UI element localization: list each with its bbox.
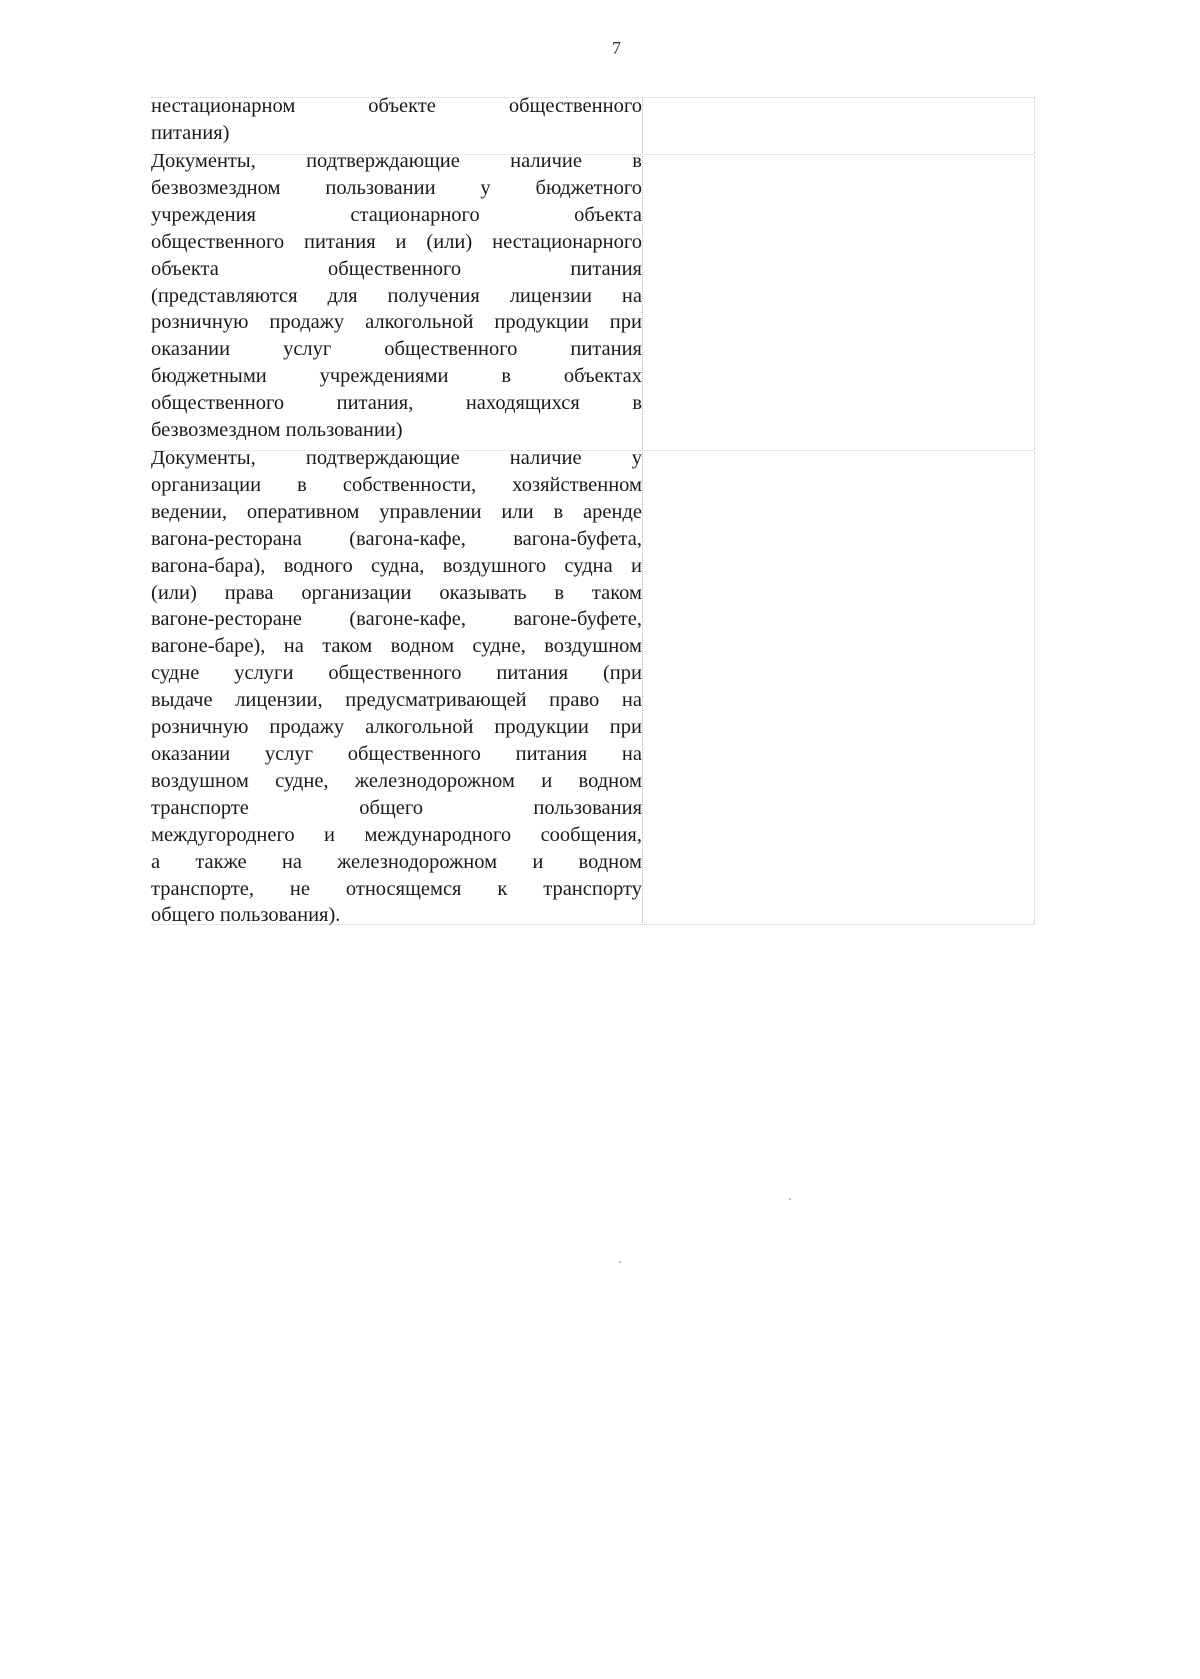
text-line: общего пользования). xyxy=(151,904,341,927)
text-line: безвозмездном пользовании) xyxy=(151,419,403,442)
document-table xyxy=(151,97,1035,925)
text-line: вагоне-баре), на таком водном судне, воздушном xyxy=(151,635,642,658)
text-line: выдаче лицензии, предусматривающей право на xyxy=(151,689,642,712)
text-line: общественного питания и (или) нестационарного xyxy=(151,230,642,253)
table-row xyxy=(151,148,642,444)
text-line: Документы, подтверждающие наличие в xyxy=(151,150,642,172)
scan-speck xyxy=(789,1198,791,1200)
text-line: междугороднего и международного сообщения, xyxy=(151,823,642,846)
page-number: 7 xyxy=(612,38,621,58)
text-line: учреждения стационарного объекта xyxy=(151,203,642,226)
text-line: оказании услуг общественного питания на xyxy=(151,742,642,765)
text-line: (представляются для получения лицензии на xyxy=(151,284,642,307)
text-line: бюджетными учреждениями в объектах xyxy=(151,365,642,388)
text-line: воздушном судне, железнодорожном и водном xyxy=(151,769,642,792)
text-line: вагона-ресторана (вагона-кафе, вагона-буфета, xyxy=(151,527,642,550)
text-line: вагоне-ресторане (вагоне-кафе, вагоне-буфете, xyxy=(151,608,642,631)
text-line: а также на железнодорожном и водном xyxy=(151,850,642,873)
text-line: вагона-бара), водного судна, воздушного судна и xyxy=(151,554,642,577)
text-line: нестационарном объекте общественного xyxy=(151,95,642,117)
scan-speck xyxy=(619,1261,621,1263)
text-line: объекта общественного питания xyxy=(151,257,642,280)
text-line: транспорте общего пользования xyxy=(151,796,642,819)
text-line: (или) права организации оказывать в таком xyxy=(151,581,642,604)
text-line: общественного питания, находящихся в xyxy=(151,392,642,415)
table-row xyxy=(151,445,642,929)
text-line: оказании услуг общественного питания xyxy=(151,338,642,361)
text-line: розничную продажу алкогольной продукции при xyxy=(151,311,642,334)
text-line: транспорте, не относящемся к транспорту xyxy=(151,877,642,900)
text-line: розничную продажу алкогольной продукции при xyxy=(151,716,642,739)
text-line: Документы, подтверждающие наличие у xyxy=(151,447,642,469)
text-line: организации в собственности, хозяйственном xyxy=(151,473,642,496)
text-line: ведении, оперативном управлении или в аренде xyxy=(151,500,642,523)
text-line: судне услуги общественного питания (при xyxy=(151,662,642,685)
table-row xyxy=(151,93,642,147)
text-line: питания) xyxy=(151,121,230,144)
text-line: безвозмездном пользовании у бюджетного xyxy=(151,176,642,199)
table-right-border xyxy=(1034,97,1035,925)
